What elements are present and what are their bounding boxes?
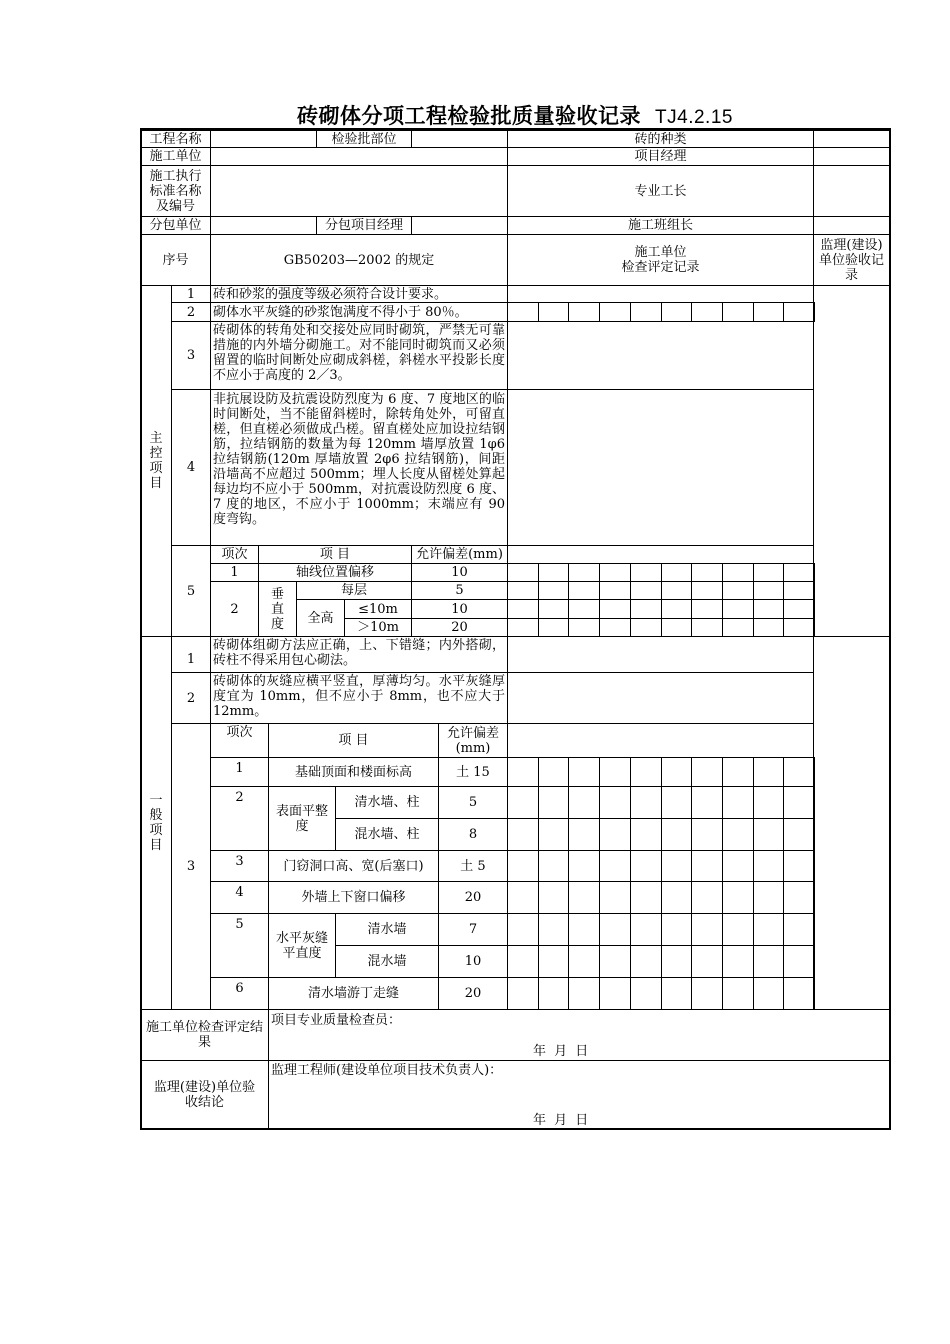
field-brick-type[interactable] <box>813 130 890 148</box>
inspection-cell[interactable] <box>691 881 723 914</box>
inspection-cell[interactable] <box>753 977 784 1010</box>
label-foreman: 专业工长 <box>507 165 814 217</box>
inspection-cell[interactable] <box>507 581 539 600</box>
general-item-1-text: 砖砌体组砌方法应正确，上、下错缝；内外搭砌，砖柱不得采用包心砌法。 <box>210 636 508 673</box>
inspection-cell[interactable] <box>691 302 723 322</box>
inspection-cell[interactable] <box>722 618 754 637</box>
inspection-cell[interactable] <box>507 913 539 946</box>
inspection-cell[interactable] <box>722 302 754 322</box>
general-item-1-record[interactable] <box>507 636 814 673</box>
general-item-2-no: 2 <box>171 672 211 724</box>
date-2: 年 月 日 <box>533 1113 591 1128</box>
col-gb-standard: GB50203—2002 的规定 <box>210 234 508 286</box>
form-code: TJ4.2.15 <box>655 107 733 128</box>
inspection-cell[interactable] <box>599 581 631 600</box>
general-sub-r2-no: 2 <box>210 786 269 851</box>
inspection-cell[interactable] <box>783 599 815 619</box>
main-item-5-no: 5 <box>171 545 211 637</box>
inspection-cell[interactable] <box>753 881 784 914</box>
inspection-cell[interactable] <box>661 977 692 1010</box>
general-sub-r5-no: 5 <box>210 913 269 978</box>
inspection-cell[interactable] <box>568 581 600 600</box>
inspection-cell[interactable] <box>568 881 600 914</box>
main-items-label: 主控项目 <box>140 285 172 637</box>
general-sub-r3-no: 3 <box>210 850 269 882</box>
inspection-cell[interactable] <box>753 302 784 322</box>
general-supervision-cell[interactable] <box>813 636 890 1010</box>
label-standard: 施工执行标准名称及编号 <box>140 165 211 217</box>
inspection-cell[interactable] <box>722 786 754 819</box>
inspection-cell[interactable] <box>691 977 723 1010</box>
inspection-cell[interactable] <box>507 850 539 882</box>
inspection-cell[interactable] <box>783 913 815 946</box>
main-sub-le10-tol: 10 <box>411 599 508 619</box>
inspector-label: 项目专业质量检查员： <box>271 1013 402 1028</box>
general-sub-r4-item: 外墙上下窗口偏移 <box>268 881 439 914</box>
inspection-cell[interactable] <box>507 977 539 1010</box>
inspection-cell[interactable] <box>538 599 569 619</box>
inspection-cell[interactable] <box>599 881 631 914</box>
main-item-2-text: 砌体水平灰缝的砂浆饱满度不得小于 80％。 <box>210 302 508 322</box>
col-supervision: 监理(建设)单位验收记录 <box>813 234 890 286</box>
inspection-cell[interactable] <box>753 945 784 978</box>
title-text: 砖砌体分项工程检验批质量验收记录 <box>297 103 642 128</box>
general-sub-r6-no: 6 <box>210 977 269 1010</box>
general-sub-r5b-tol: 10 <box>438 945 508 978</box>
inspection-cell[interactable] <box>691 618 723 637</box>
inspection-cell[interactable] <box>538 945 569 978</box>
label-sub-manager: 分包项目经理 <box>316 216 412 235</box>
inspection-cell[interactable] <box>691 913 723 946</box>
inspection-cell[interactable] <box>753 599 784 619</box>
main-sub-header-record <box>507 545 814 564</box>
inspection-cell[interactable] <box>630 913 662 946</box>
inspection-cell[interactable] <box>599 563 631 582</box>
field-project-manager[interactable] <box>813 147 890 166</box>
inspection-cell[interactable] <box>691 786 723 819</box>
inspection-cell[interactable] <box>661 818 692 851</box>
inspection-cell[interactable] <box>630 850 662 882</box>
main-item-2-no: 2 <box>171 302 211 322</box>
main-item-1-text: 砖和砂浆的强度等级必须符合设计要求。 <box>210 285 508 303</box>
inspection-cell[interactable] <box>753 850 784 882</box>
inspection-cell[interactable] <box>538 786 569 819</box>
inspection-cell[interactable] <box>630 563 662 582</box>
inspection-cell[interactable] <box>753 913 784 946</box>
inspection-cell[interactable] <box>538 757 569 787</box>
inspection-cell[interactable] <box>661 850 692 882</box>
inspection-cell[interactable] <box>507 786 539 819</box>
main-item-1-no: 1 <box>171 285 211 303</box>
inspection-cell[interactable] <box>691 563 723 582</box>
general-sub-r1-tol: 土 15 <box>438 757 508 787</box>
general-sub-header-record <box>507 723 814 758</box>
engineer-label: 监理工程师(建设单位项目技术负责人)： <box>271 1063 503 1078</box>
inspection-cell[interactable] <box>722 850 754 882</box>
inspection-cell[interactable] <box>568 850 600 882</box>
general-sub-r6-item: 清水墙游丁走缝 <box>268 977 439 1010</box>
main-sub-r1-no: 1 <box>210 563 259 582</box>
general-sub-r4-no: 4 <box>210 881 269 914</box>
inspection-cell[interactable] <box>722 977 754 1010</box>
inspection-cell[interactable] <box>722 599 754 619</box>
general-sub-header-tol: 允许偏差 (mm) <box>438 723 508 758</box>
field-batch-location[interactable] <box>411 130 508 148</box>
inspection-cell[interactable] <box>599 786 631 819</box>
inspection-cell[interactable] <box>722 913 754 946</box>
main-item-4-no: 4 <box>171 389 211 546</box>
main-item-3-text: 砖砌体的转角处和交接处应同时砌筑，严禁无可靠措施的内外墙分砌施工。对不能同时砌筑而又必须留置的临时间断处应砌成斜槎，斜槎水平投影长度不应小于高度的 2／3。 <box>210 321 508 390</box>
general-sub-r2a: 清水墙、柱 <box>335 786 439 819</box>
inspection-cell[interactable] <box>568 977 600 1010</box>
inspection-cell[interactable] <box>507 302 539 322</box>
general-sub-header-no: 项次 <box>210 723 269 758</box>
inspection-cell[interactable] <box>630 599 662 619</box>
general-sub-r5b: 混水墙 <box>335 945 439 978</box>
inspection-cell[interactable] <box>661 563 692 582</box>
inspection-cell[interactable] <box>722 818 754 851</box>
date-1: 年 月 日 <box>533 1044 591 1059</box>
inspection-cell[interactable] <box>722 757 754 787</box>
inspection-cell[interactable] <box>599 818 631 851</box>
general-sub-r2b-tol: 8 <box>438 818 508 851</box>
inspection-cell[interactable] <box>691 945 723 978</box>
general-sub-r3-tol: 土 5 <box>438 850 508 882</box>
main-sub-per-floor-tol: 5 <box>411 581 508 600</box>
general-sub-r5a-tol: 7 <box>438 913 508 946</box>
main-sub-r2-no: 2 <box>210 581 259 637</box>
inspection-cell[interactable] <box>507 881 539 914</box>
main-sub-r1-tol: 10 <box>411 563 508 582</box>
label-batch-location: 检验批部位 <box>316 130 412 148</box>
inspection-cell[interactable] <box>507 618 539 637</box>
inspection-cell[interactable] <box>753 786 784 819</box>
inspection-cell[interactable] <box>722 945 754 978</box>
inspection-cell[interactable] <box>783 581 815 600</box>
inspection-cell[interactable] <box>568 302 600 322</box>
label-construction-unit: 施工单位 <box>140 147 211 166</box>
inspection-cell[interactable] <box>630 977 662 1010</box>
inspection-cell[interactable] <box>753 563 784 582</box>
inspection-cell[interactable] <box>783 618 815 637</box>
inspection-cell[interactable] <box>599 302 631 322</box>
inspection-cell[interactable] <box>507 945 539 978</box>
inspection-cell[interactable] <box>538 618 569 637</box>
inspection-cell[interactable] <box>538 818 569 851</box>
col-seq: 序号 <box>140 234 211 286</box>
main-sub-per-floor: 每层 <box>296 581 412 600</box>
field-subcontractor[interactable] <box>210 216 317 235</box>
inspection-cell[interactable] <box>630 757 662 787</box>
inspection-cell[interactable] <box>599 850 631 882</box>
inspection-cell[interactable] <box>568 945 600 978</box>
label-subcontractor: 分包单位 <box>140 216 211 235</box>
inspection-cell[interactable] <box>630 618 662 637</box>
label-brick-type: 砖的种类 <box>507 130 814 148</box>
page-title <box>140 100 890 130</box>
inspection-cell[interactable] <box>538 850 569 882</box>
inspection-cell[interactable] <box>507 818 539 851</box>
field-project-name[interactable] <box>210 130 317 148</box>
main-sub-header-tol: 允许偏差(mm) <box>411 545 508 564</box>
inspection-cell[interactable] <box>630 581 662 600</box>
general-item-2-record[interactable] <box>507 672 814 724</box>
inspection-cell[interactable] <box>568 618 600 637</box>
inspection-cell[interactable] <box>661 757 692 787</box>
inspection-cell[interactable] <box>568 599 600 619</box>
inspection-cell[interactable] <box>753 618 784 637</box>
general-sub-r2b: 混水墙、柱 <box>335 818 439 851</box>
inspection-cell[interactable] <box>722 563 754 582</box>
inspection-cell[interactable] <box>507 757 539 787</box>
field-sub-manager[interactable] <box>411 216 508 235</box>
inspection-cell[interactable] <box>599 599 631 619</box>
inspection-cell[interactable] <box>661 945 692 978</box>
general-sub-r1-item: 基础顶面和楼面标高 <box>268 757 439 787</box>
general-item-3-no: 3 <box>171 723 211 1010</box>
inspection-cell[interactable] <box>753 581 784 600</box>
inspection-cell[interactable] <box>568 818 600 851</box>
inspection-cell[interactable] <box>599 977 631 1010</box>
main-sub-r2-item: 垂直度 <box>258 581 297 637</box>
main-item-3-record[interactable] <box>507 321 814 390</box>
inspection-cell[interactable] <box>783 818 815 851</box>
field-team-leader[interactable] <box>813 216 890 235</box>
inspection-cell[interactable] <box>783 563 815 582</box>
inspection-cell[interactable] <box>661 786 692 819</box>
main-sub-header-item: 项 目 <box>258 545 412 564</box>
inspection-cell[interactable] <box>661 913 692 946</box>
general-sub-header-item: 项 目 <box>268 723 439 758</box>
main-sub-gt10-tol: 20 <box>411 618 508 637</box>
main-sub-le10: ≤10m <box>344 599 412 619</box>
inspection-cell[interactable] <box>661 302 692 322</box>
inspection-cell[interactable] <box>753 818 784 851</box>
main-item-4-text: 非抗展设防及抗震设防烈度为 6 度、7 度地区的临时间断处，当不能留斜槎时，除转角处外，可留直槎，但直槎必须做成凸槎。留直槎处应加设拉结钢筋，拉结钢筋的数量为每 120mm 墙厚放置 1φ6 拉结钢筋(120m 厚墙放置 2φ6 拉结钢筋)，间距沿墙高不应超过 500mm；埋人长度从留槎处算起每边均不应小于 500mm，对抗震设防烈度 6 度、7 度的地区，不应小于 1000mm；末端应有 90 度弯钩。 <box>210 389 508 546</box>
inspection-cell[interactable] <box>538 881 569 914</box>
inspection-cell[interactable] <box>691 581 723 600</box>
inspection-cell[interactable] <box>661 881 692 914</box>
inspection-cell[interactable] <box>661 581 692 600</box>
inspection-cell[interactable] <box>507 563 539 582</box>
inspection-cell[interactable] <box>630 818 662 851</box>
general-sub-r5-item: 水平灰缝平直度 <box>268 913 336 978</box>
label-unit-result: 施工单位检查评定结果 <box>140 1009 269 1061</box>
inspection-cell[interactable] <box>691 757 723 787</box>
general-item-2-text: 砖砌体的灰缝应横平竖直，厚薄均匀。水平灰缝厚度宜为 10mm，但不应小于 8mm，也不应大于 12mm。 <box>210 672 508 724</box>
inspection-cell[interactable] <box>753 757 784 787</box>
label-project-name: 工程名称 <box>140 130 211 148</box>
main-sub-r1-item: 轴线位置偏移 <box>258 563 412 582</box>
inspection-cell[interactable] <box>630 881 662 914</box>
field-construction-unit[interactable] <box>210 147 508 166</box>
inspection-cell[interactable] <box>783 786 815 819</box>
inspection-cell[interactable] <box>599 618 631 637</box>
inspection-cell[interactable] <box>783 881 815 914</box>
inspection-cell[interactable] <box>661 599 692 619</box>
general-sub-r2a-tol: 5 <box>438 786 508 819</box>
inspection-cell[interactable] <box>783 945 815 978</box>
inspection-cell[interactable] <box>630 945 662 978</box>
general-sub-r6-tol: 20 <box>438 977 508 1010</box>
main-sub-header-no: 项次 <box>210 545 259 564</box>
label-supervision-conclusion: 监理(建设)单位验收结论 <box>140 1060 269 1130</box>
inspection-cell[interactable] <box>783 757 815 787</box>
inspection-cell[interactable] <box>661 618 692 637</box>
inspection-cell[interactable] <box>568 913 600 946</box>
label-team-leader: 施工班组长 <box>507 216 814 235</box>
inspection-cell[interactable] <box>691 850 723 882</box>
inspection-cell[interactable] <box>599 757 631 787</box>
inspection-cell[interactable] <box>722 881 754 914</box>
general-sub-r2-item: 表面平整度 <box>268 786 336 851</box>
inspection-cell[interactable] <box>599 913 631 946</box>
general-sub-r3-item: 门窃洞口高、宽(后塞口) <box>268 850 439 882</box>
inspection-cell[interactable] <box>507 599 539 619</box>
inspection-cell[interactable] <box>783 302 815 322</box>
field-foreman[interactable] <box>813 165 890 217</box>
general-sub-r4-tol: 20 <box>438 881 508 914</box>
inspection-cell[interactable] <box>538 302 569 322</box>
main-supervision-cell[interactable] <box>813 285 890 637</box>
inspection-cell[interactable] <box>630 786 662 819</box>
general-sub-r5a: 清水墙 <box>335 913 439 946</box>
general-sub-r1-no: 1 <box>210 757 269 787</box>
main-item-1-record[interactable] <box>507 285 814 303</box>
col-unit-record: 施工单位 检查评定记录 <box>507 234 814 286</box>
inspection-cell[interactable] <box>722 581 754 600</box>
inspection-cell[interactable] <box>538 913 569 946</box>
main-sub-gt10: ＞10m <box>344 618 412 637</box>
main-item-4-record[interactable] <box>507 389 814 546</box>
inspection-cell[interactable] <box>568 563 600 582</box>
inspection-cell[interactable] <box>538 563 569 582</box>
label-project-manager: 项目经理 <box>507 147 814 166</box>
inspection-cell[interactable] <box>599 945 631 978</box>
inspection-cell[interactable] <box>568 786 600 819</box>
inspection-cell[interactable] <box>783 850 815 882</box>
general-items-label: 一般项目 <box>140 636 172 1010</box>
inspection-cell[interactable] <box>691 599 723 619</box>
inspection-cell[interactable] <box>568 757 600 787</box>
inspection-cell[interactable] <box>691 818 723 851</box>
field-standard[interactable] <box>210 165 508 217</box>
inspection-cell[interactable] <box>538 581 569 600</box>
general-item-1-no: 1 <box>171 636 211 673</box>
inspection-cell[interactable] <box>538 977 569 1010</box>
main-sub-total: 全高 <box>296 599 345 637</box>
inspection-cell[interactable] <box>630 302 662 322</box>
main-item-3-no: 3 <box>171 321 211 390</box>
inspection-cell[interactable] <box>783 977 815 1010</box>
